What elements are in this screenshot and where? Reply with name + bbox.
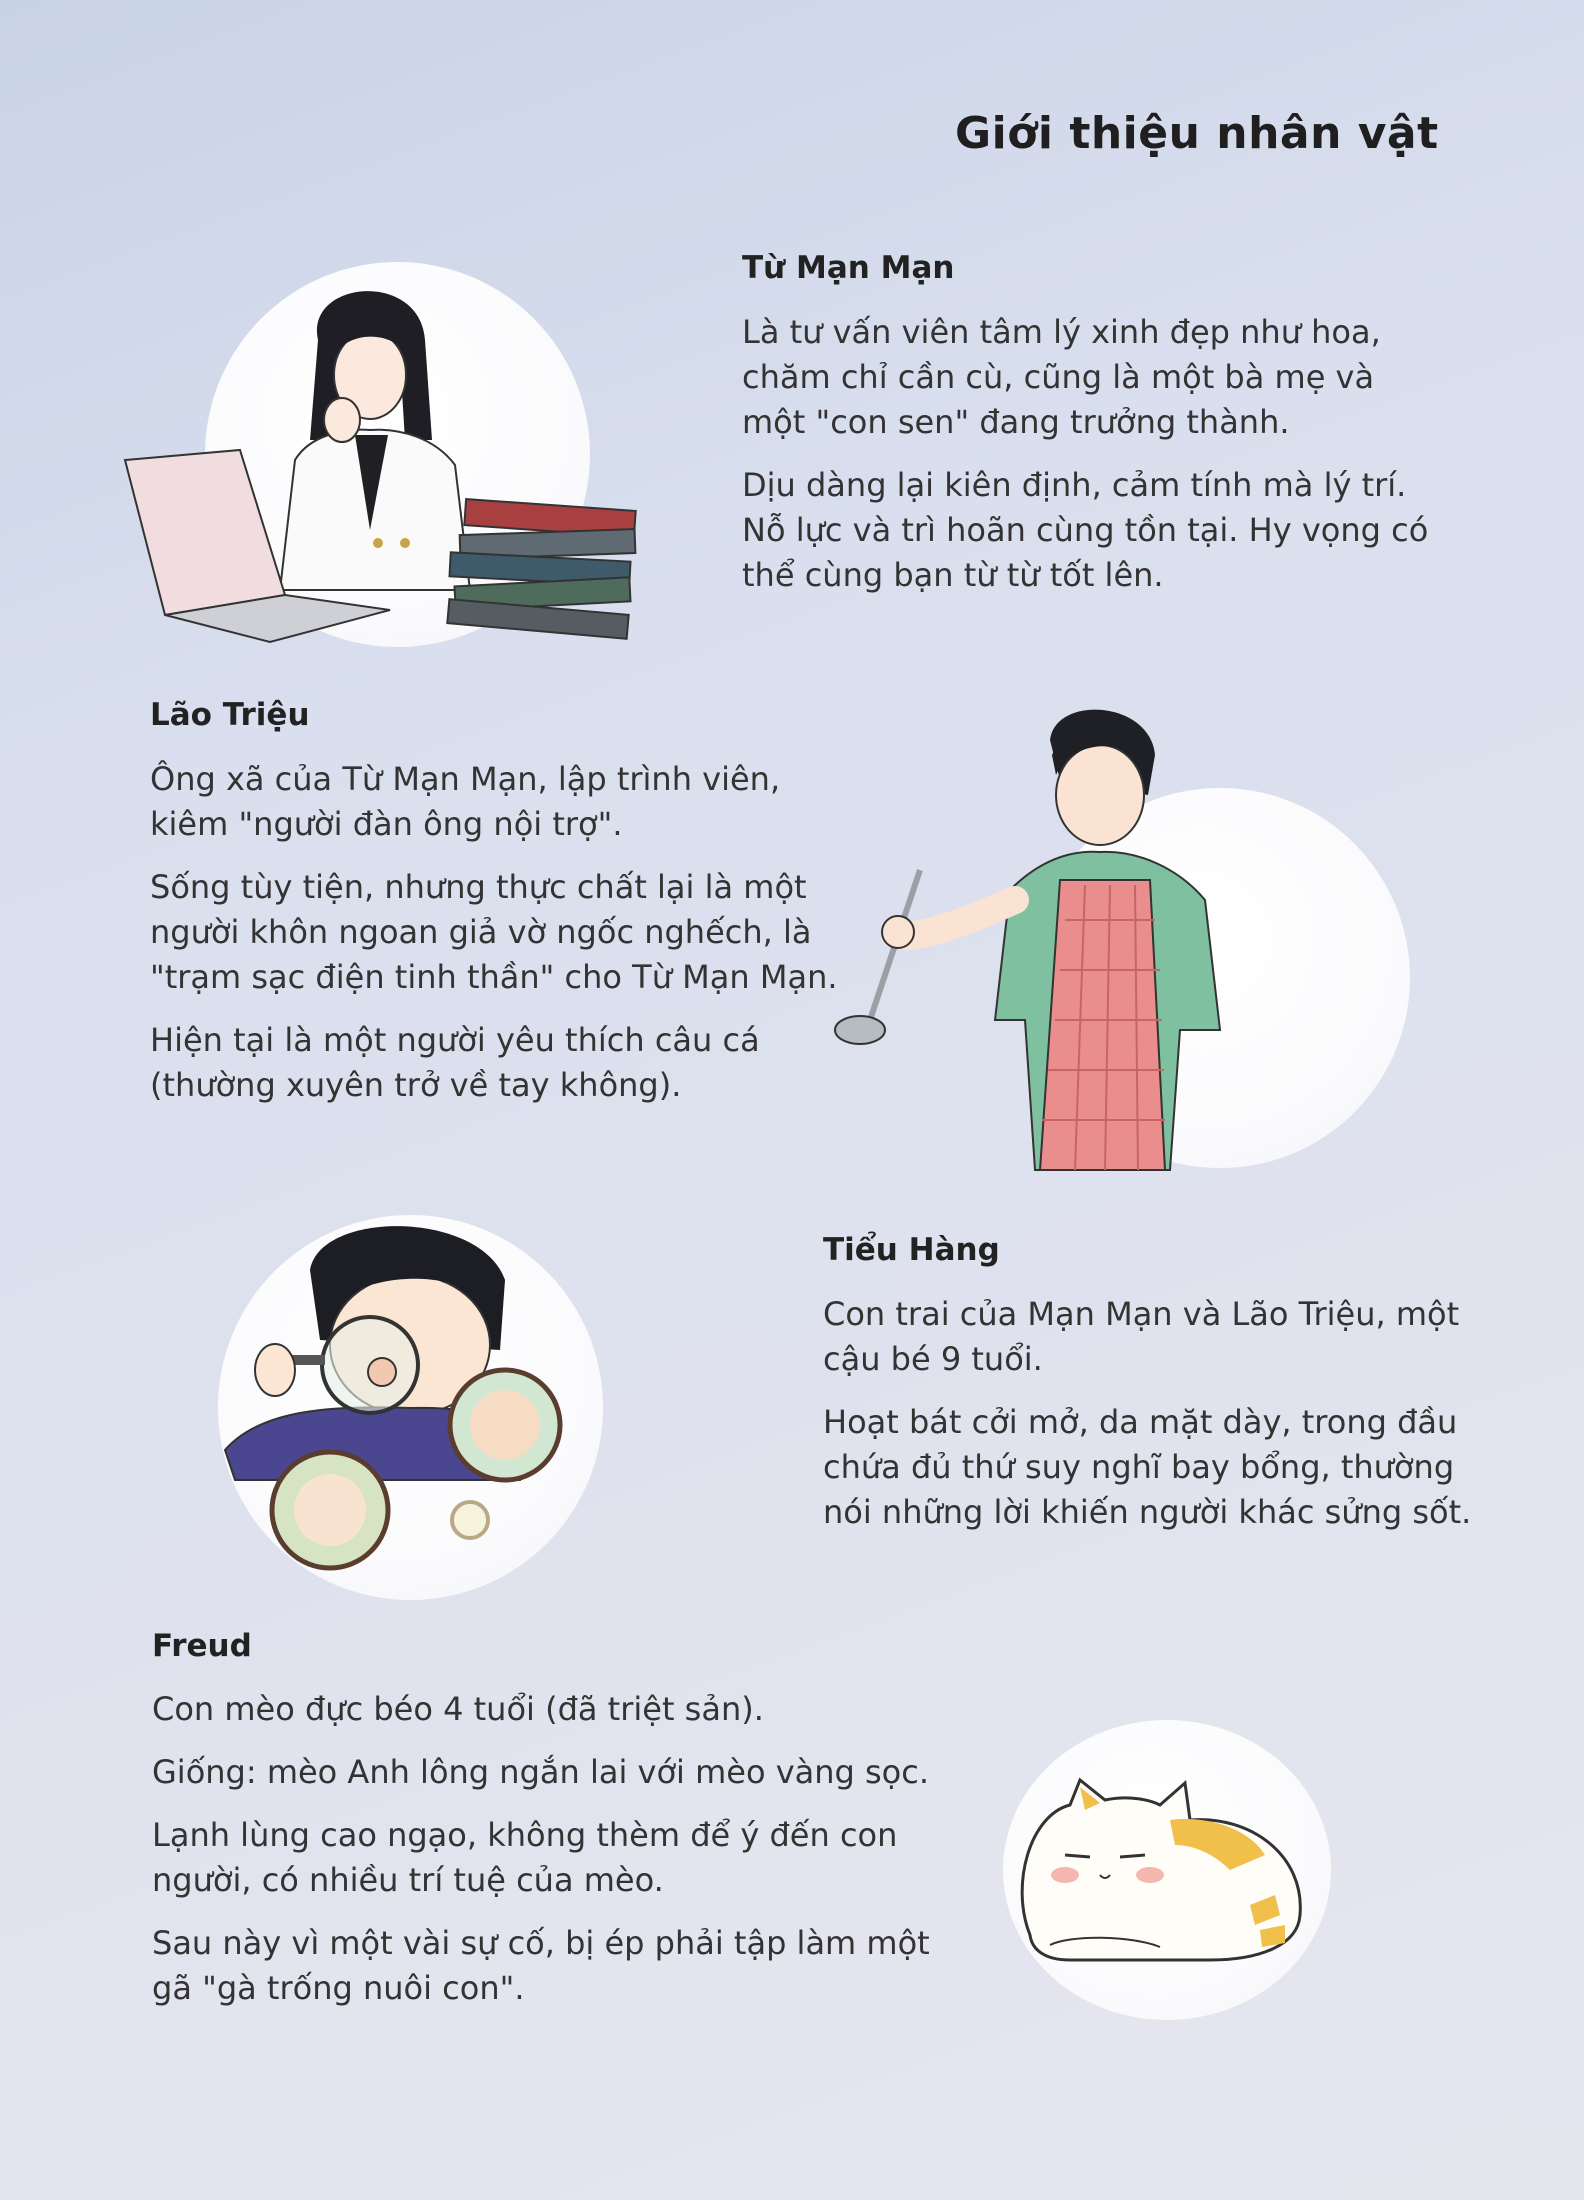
description-paragraph: Con mèo đực béo 4 tuổi (đã triệt sản). [152,1690,764,1728]
description-paragraph: Con trai của Mạn Mạn và Lão Triệu, một cậu bé 9 tuổi. [823,1295,1460,1378]
character-description [823,1292,1483,1553]
description-paragraph: Hoạt bát cởi mở, da mặt dày, trong đầu chứa đủ thứ suy nghĩ bay bổng, thường nói những lời khiến người khác sửng sốt. [823,1403,1472,1531]
woman-with-laptop-illustration [120,270,650,650]
character-description [150,757,850,1126]
character-description [742,310,1442,616]
cat-illustration [1010,1775,1310,1975]
man-with-ladle-illustration [820,700,1240,1170]
description-paragraph: Ông xã của Từ Mạn Mạn, lập trình viên, kiêm "người đàn ông nội trợ". [150,760,781,843]
character-name: Tiểu Hàng [823,1232,1000,1268]
character-name: Lão Triệu [150,697,310,733]
description-paragraph: Lạnh lùng cao ngạo, không thèm để ý đến con người, có nhiều trí tuệ của mèo. [152,1816,898,1899]
character-name: Từ Mạn Mạn [742,250,955,286]
character-description [152,1687,952,2029]
description-paragraph: Sống tùy tiện, nhưng thực chất lại là một người khôn ngoan giả vờ ngốc nghếch, là "trạm sạc điện tinh thần" cho Từ Mạn Mạn. [150,868,838,996]
description-paragraph: Sau này vì một vài sự cố, bị ép phải tập làm một gã "gà trống nuôi con". [152,1924,930,2007]
description-paragraph: Dịu dàng lại kiên định, cảm tính mà lý trí. Nỗ lực và trì hoãn cùng tồn tại. Hy vọng có thể cùng bạn từ từ tốt lên. [742,466,1429,594]
description-paragraph: Là tư vấn viên tâm lý xinh đẹp như hoa, chăm chỉ cần cù, cũng là một bà mẹ và một "con sen" đang trưởng thành. [742,313,1381,441]
boy-with-magnifier-illustration [220,1210,580,1570]
character-name: Freud [152,1628,252,1664]
description-paragraph: Giống: mèo Anh lông ngắn lai với mèo vàng sọc. [152,1753,930,1791]
page-title: Giới thiệu nhân vật [955,108,1439,159]
description-paragraph: Hiện tại là một người yêu thích câu cá (thường xuyên trở về tay không). [150,1021,760,1104]
